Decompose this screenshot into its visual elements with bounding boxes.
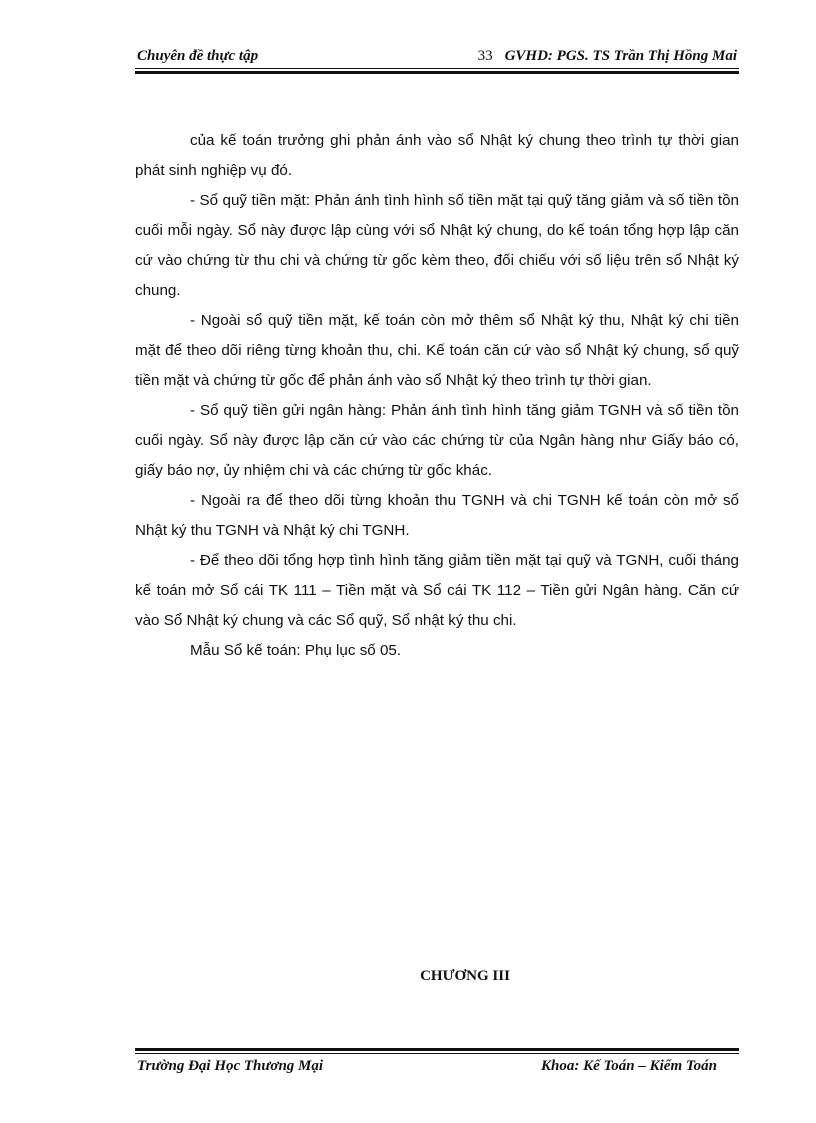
paragraph: của kế toán trưởng ghi phản ánh vào sổ Nhật ký chung theo trình tự thời gian phát sinh nghiệp vụ đó. xyxy=(135,132,739,179)
page-footer xyxy=(135,1058,739,1082)
paragraph: Mẫu Sổ kế toán: Phụ lục số 05. xyxy=(190,642,402,659)
footer-rule-thin xyxy=(135,1053,739,1054)
document-title: Chuyên đề thực tập xyxy=(137,48,259,64)
footer-rule-thick xyxy=(135,1048,739,1051)
body-text xyxy=(135,126,739,666)
advisor-label: GVHD: PGS. TS Trần Thị Hồng Mai xyxy=(504,48,737,64)
header-rule-thick xyxy=(135,71,739,74)
university-name: Trường Đại Học Thương Mại xyxy=(137,1058,324,1074)
paragraph: - Ngoài ra để theo dõi từng khoản thu TGNH và chi TGNH kế toán còn mở sổ Nhật ký thu TGNH và Nhật ký chi TGNH. xyxy=(135,492,739,539)
chapter-heading: CHƯƠNG III xyxy=(420,968,510,984)
header-rule-thin xyxy=(135,68,739,69)
page-number: 33 xyxy=(477,48,493,64)
faculty-name: Khoa: Kế Toán – Kiểm Toán xyxy=(540,1058,717,1074)
paragraph: - Sổ quỹ tiền mặt: Phản ánh tình hình số tiền mặt tại quỹ tăng giảm và số tiền tồn cuối mỗi ngày. Sổ này được lập cùng với sổ Nhật ký chung, do kế toán tổng hợp lập căn cứ vào chứng từ thu chi và chứng từ gốc kèm theo, đối chiếu với số liệu trên sổ Nhật ký chung. xyxy=(135,192,739,299)
paragraph: - Để theo dõi tổng hợp tình hình tăng giảm tiền mặt tại quỹ và TGNH, cuối tháng kế toán mở Sổ cái TK 111 – Tiền mặt và Sổ cái TK 112 – Tiền gửi Ngân hàng. Căn cứ vào Sổ Nhật ký chung và các Sổ quỹ, Sổ nhật ký thu chi. xyxy=(135,552,739,629)
page-header xyxy=(135,44,739,70)
header-right xyxy=(478,48,737,65)
paragraph: - Ngoài sổ quỹ tiền mặt, kế toán còn mở thêm sổ Nhật ký thu, Nhật ký chi tiền mặt để theo dõi riêng từng khoản thu, chi. Kế toán căn cứ vào sổ Nhật ký chung, sổ quỹ tiền mặt và chứng từ gốc để phản ánh vào sổ Nhật ký theo trình tự thời gian. xyxy=(135,312,739,389)
paragraph: - Sổ quỹ tiền gửi ngân hàng: Phản ánh tình hình tăng giảm TGNH và số tiền tồn cuối ngày. Sổ này được lập căn cứ vào các chứng từ của Ngân hàng như Giấy báo có, giấy báo nợ, ủy nhiệm chi và các chứng từ gốc khác. xyxy=(135,402,739,479)
